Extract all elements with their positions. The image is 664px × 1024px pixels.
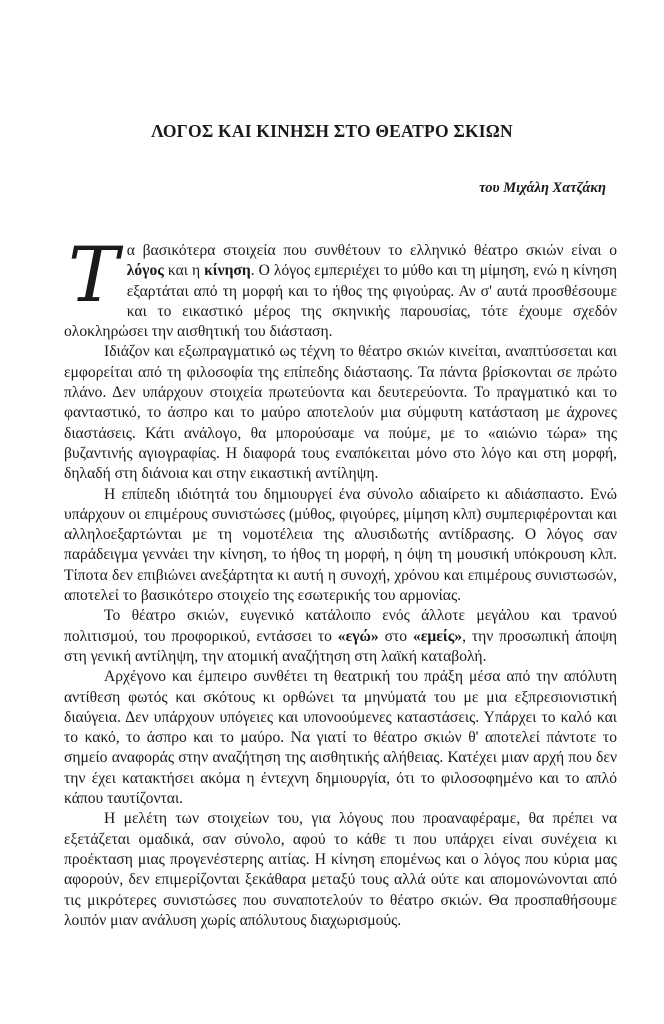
term-logos: λόγος — [126, 262, 164, 280]
paragraph-4-text-a: Το θέατρο σκιών, ευγενικό κατάλοιπο ενός άλλοτε μεγάλου και τρανού πολιτισμού, του προφορικού, εντάσσει το — [64, 607, 617, 645]
paragraph-2: Ιδιάζον και εξωπραγματικό ως τέχνη το θέατρο σκιών κινείται, αναπτύσσεται και εμφορείται από τη φιλοσοφία της επίπεδης διάστασης. Τα πάντα βρίσκονται σε πρώτο πλάνο. Δεν υπάρχουν στοιχεία πρωτεύοντα και δευτερεύοντα. Το πραγματικό και το φανταστικό, το άσπρο και το μαύρο αποτελούν μια σύμφυτη κατάσταση με άχρονες διαστάσεις. Κάτι ανάλογο, θα μπορούσαμε να πούμε, με το «αιώνιο τώρα» της βυζαντινής αγιογραφίας. Η διαφορά τους εναπόκειται μόνο στο λόγο και στη μορφή, δηλαδή στη διάνοια και στην εικαστική αντίληψη. — [64, 343, 617, 483]
paragraph-1-text-b: και η — [163, 262, 205, 280]
paragraph-4-text-b: στο — [378, 627, 413, 645]
term-ego: «εγώ» — [337, 627, 379, 645]
paragraph-3: Η επίπεδη ιδιότητά του δημιουργεί ένα σύνολο αδιαίρετο κι αδιάσπαστο. Ενώ υπάρχουν οι επιμέρους συνιστώσες (μύθος, φιγούρες, μίμηση κλπ) συμπεριφέρονται και αλληλοεξαρτώνται με τη νομοτέλεια της αλυσιδωτής αντίδρασης. Ο λόγος σαν παράδειγμα γεννάει την κίνηση, το ήθος τη μορφή, η όψη τη μουσική υπόκρουση κλπ. Τίποτα δεν επιβιώνει ανεξάρτητα κι αυτή η συνοχή, χρόνου και επιμέρους συνιστωσών, αποτελεί το βασικότερο στοιχείο της εσωτερικής του αρμονίας. — [64, 485, 617, 605]
paragraph-6: Η μελέτη των στοιχείων του, για λόγους που προαναφέραμε, θα πρέπει να εξετάζεται ομαδικά, σαν σύνολο, αφού το κάθε τι που υπάρχει είναι συνέχεια κι προέκταση μιας προγενέστερης αιτίας. Η κίνηση επομένως και ο λόγος που κύρια μας αφορούν, δεν επιμερίζονται ξεκάθαρα μεταξύ τους αλλά ούτε και απομονώνονται από τις μικρότερες συνιστώσες που συναποτελούν το θέατρο σκιών. Θα προσπαθήσουμε λοιπόν μιαν ανάλυση χωρίς απόλυτους διαχωρισμούς. — [64, 810, 617, 929]
paragraph-5: Αρχέγονο και έμπειρο συνθέτει τη θεατρική του πράξη μέσα από την απόλυτη αντίθεση φωτός και σκότους κι ορθώνει τα μηνύματά του με μια εξπρεσιονιστική διαύγεια. Δεν υπάρχουν υπόγειες και υπονοούμενες καταστάσεις. Υπάρχει το καλό και το κακό, το άσπρο και το μαύρο. Να γιατί το θέατρο σκιών θ' αποτελεί πάντοτε το σημείο αναφοράς στην αναζήτηση της αισθητικής αλήθειας. Κατέχει μιαν αρχή που δεν την έχει κατακτήσει ακόμα η έντεχνη δημιουργία, ότι το φιλοσοφημένο και το απλό κάπου ταυτίζονται. — [64, 668, 617, 808]
term-kinisi: κίνηση — [204, 262, 251, 280]
paragraph-4 — [64, 606, 617, 667]
paragraph-1 — [64, 230, 617, 342]
article-body — [64, 230, 617, 931]
term-emeis: «εμείς» — [412, 627, 463, 645]
paragraph-1-text-c: . Ο λόγος εμπεριέχει το μύθο και τη μίμηση, ενώ η κίνηση εξαρτάται από τη μορφή και το ήθος της φιγούρας. Αν σ' αυτά προσθέσουμε και το εικαστικό μέρος της σκηνικής παρουσίας, τότε έχουμε σχεδόν ολοκληρώσει την αισθητική του διάσταση. — [64, 262, 617, 341]
drop-cap: Τ — [68, 230, 119, 319]
paragraph-4-text-c: , την προσωπική άποψη στη γενική αντίληψη, την ατομική αναζήτηση στη λαϊκή καταβολή. — [64, 627, 617, 665]
author-byline: του Μιχάλη Χατζάκη — [479, 180, 606, 196]
paragraph-1-text-a: α βασικότερα στοιχεία που συνθέτουν το ελληνικό θέατρο σκιών είναι ο — [126, 242, 617, 259]
article-title: ΛΟΓΟΣ ΚΑΙ ΚΙΝΗΣΗ ΣΤΟ ΘΕΑΤΡΟ ΣΚΙΩΝ — [151, 121, 513, 141]
